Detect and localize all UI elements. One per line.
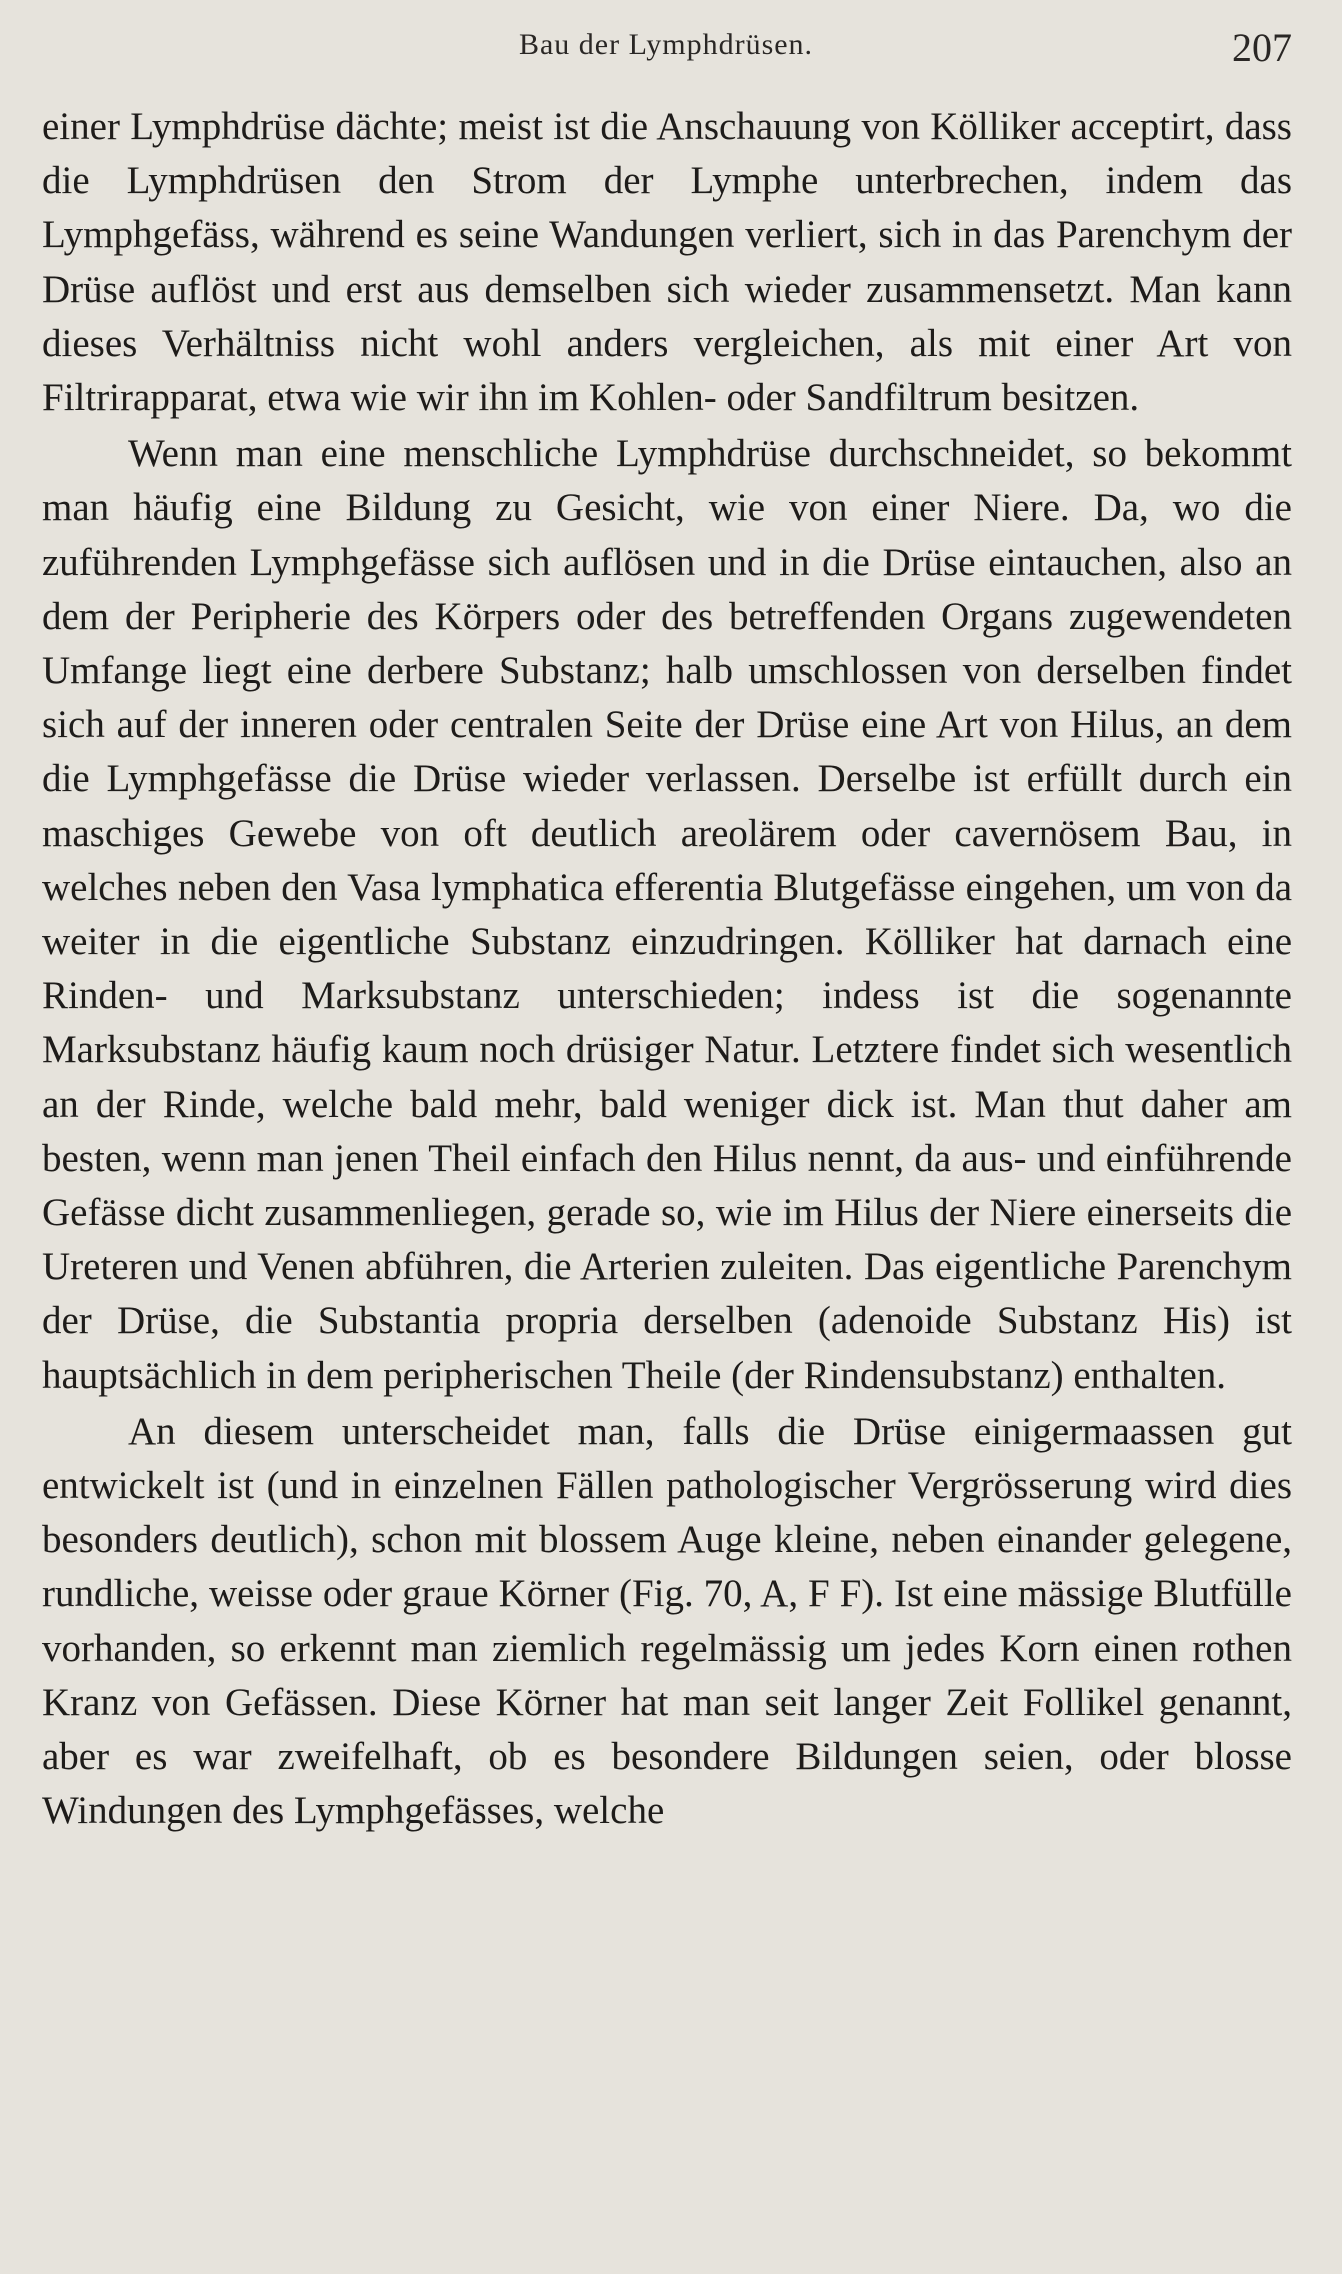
page-number: 207: [1232, 25, 1292, 70]
page-header: [40, 18, 1292, 78]
paragraph-continued: einer Lymphdrüse dächte; meist ist die Anschauung von Kölliker acceptirt, dass die Lymphdrüsen den Strom der Lymphe unterbrechen, indem das Lymphgefäss, während es seine Wandungen verliert, sich in das Parenchym der Drüse auflöst und erst aus demselben sich wieder zusammensetzt. Man kann dieses Verhältniss nicht wohl anders vergleichen, als mit einer Art von Filtrirapparat, etwa wie wir ihn im Kohlen- oder Sandfiltrum besitzen.: [42, 105, 1292, 420]
paragraph: Wenn man eine menschliche Lymphdrüse durchschneidet, so bekommt man häufig eine Bildung zu Gesicht, wie von einer Niere. Da, wo die zuführenden Lymphgefässe sich auflösen und in die Drüse eintauchen, also an dem der Peripherie des Körpers oder des betreffenden Organs zugewendeten Umfange liegt eine derbere Substanz; halb umschlossen von derselben findet sich auf der inneren oder centralen Seite der Drüse eine Art von Hilus, an dem die Lymphgefässe die Drüse wieder verlassen. Derselbe ist erfüllt durch ein maschiges Gewebe von oft deutlich areolärem oder cavernösem Bau, in welches neben den Vasa lymphatica efferentia Blutgefässe eingehen, um von da weiter in die eigentliche Substanz einzudringen. Kölliker hat darnach eine Rinden- und Marksubstanz unterschieden; indess ist die sogenannte Marksubstanz häufig kaum noch drüsiger Natur. Letztere findet sich wesentlich an der Rinde, welche bald mehr, bald weniger dick ist. Man thut daher am besten, wenn man jenen Theil einfach den Hilus nennt, da aus- und einführende Gefässe dicht zusammenliegen, gerade so, wie im Hilus der Niere einerseits die Ureteren und Venen abführen, die Arterien zuleiten. Das eigentliche Parenchym der Drüse, die Substantia propria derselben (adenoide Substanz His) ist hauptsächlich in dem peripherischen Theile (der Rindensubstanz) enthalten.: [42, 432, 1292, 1397]
paragraph: An diesem unterscheidet man, falls die Drüse einigermaassen gut entwickelt ist (und in einzelnen Fällen pathologischer Vergrösserung wird dies besonders deutlich), schon mit blossem Auge kleine, neben einander gelegene, rundliche, weisse oder graue Körner (Fig. 70, A, F F). Ist eine mässige Blutfülle vorhanden, so erkennt man ziemlich regelmässig um jedes Korn einen rothen Kranz von Gefässen. Diese Körner hat man seit langer Zeit Follikel genannt, aber es war zweifelhaft, ob es besondere Bildungen seien, oder blosse Windungen des Lymphgefässes, welche: [42, 1409, 1292, 1833]
body-text: [42, 100, 1292, 1839]
running-head: Bau der Lymphdrüsen.: [518, 28, 814, 61]
